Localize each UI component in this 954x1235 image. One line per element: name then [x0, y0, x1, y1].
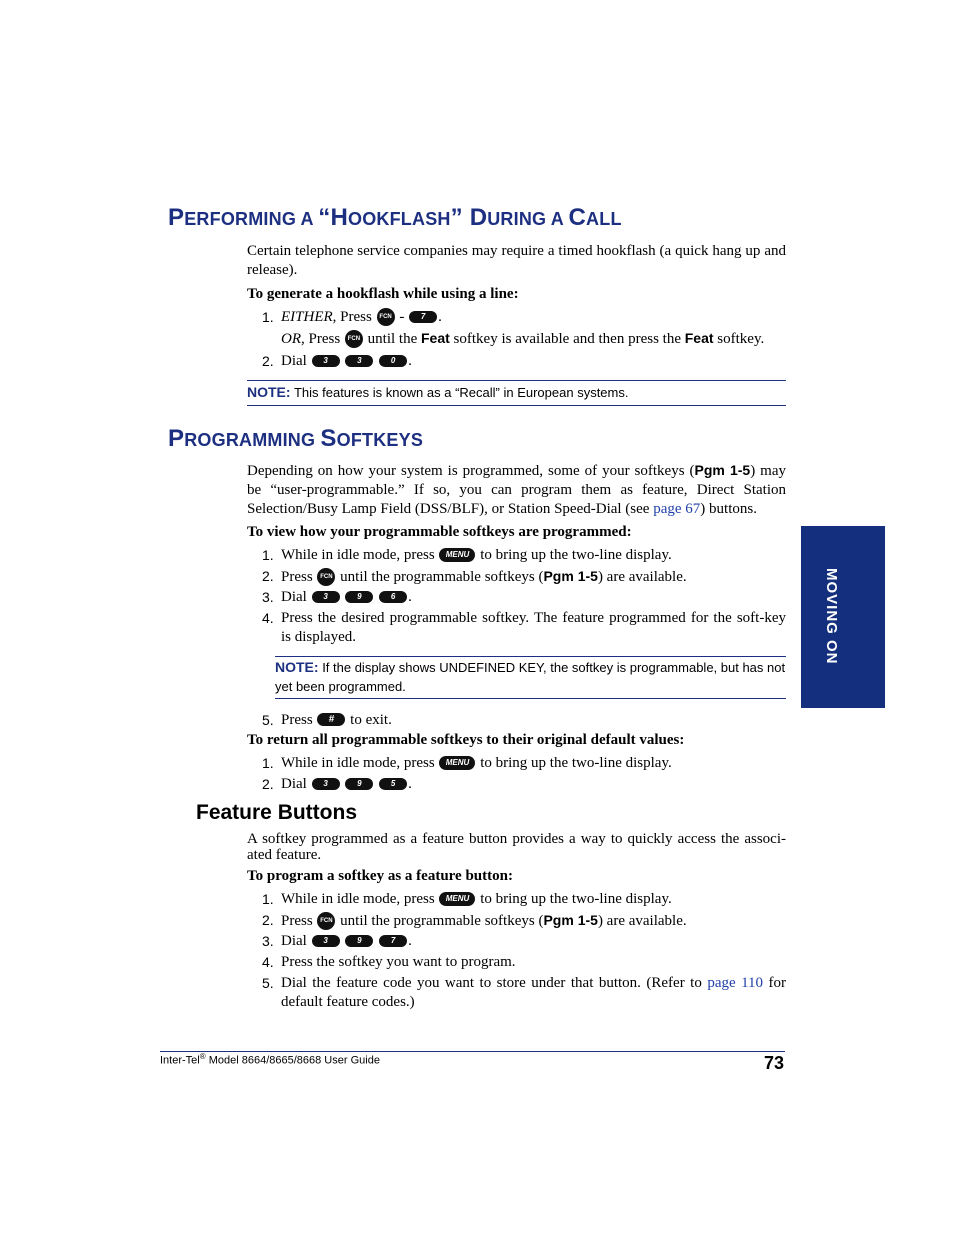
key-6-icon: 6: [379, 591, 407, 603]
return-step-2: 2. Dial 3 9 5 .: [262, 776, 412, 792]
hookflash-step-1-alt: OR, Press FCN until the Feat softkey is available and then press the Feat softkey.: [281, 330, 765, 347]
key-7-icon: 7: [379, 935, 407, 947]
menu-key-icon: MENU: [439, 756, 475, 770]
key-3-icon: 3: [312, 355, 340, 367]
undefined-key-note: NOTE: If the display shows UNDEFINED KEY, the softkey is programmable, but has not yet been programmed.: [275, 656, 786, 699]
page-67-link[interactable]: page 67: [653, 501, 701, 517]
key-5-icon: 5: [379, 778, 407, 790]
page-110-link[interactable]: page 110: [707, 975, 764, 991]
hookflash-step-1: 1. EITHER, Press FCN - 7 .: [262, 309, 442, 325]
page-number: 73: [763, 1053, 784, 1073]
menu-key-icon: MENU: [439, 892, 475, 906]
key-9-icon: 9: [345, 591, 373, 603]
feature-step-4: 4. Press the softkey you want to program.: [262, 954, 516, 970]
section-title-programming-softkeys: PROGRAMMING SOFTKEYS: [168, 425, 424, 452]
fcn-key-icon: FCN: [317, 568, 335, 586]
fcn-key-icon: FCN: [345, 330, 363, 348]
key-3-icon: 3: [312, 935, 340, 947]
hookflash-note: NOTE: This features is known as a “Recall” in European systems.: [247, 380, 786, 406]
chapter-side-tab: [801, 526, 885, 708]
menu-key-icon: MENU: [439, 548, 475, 562]
key-7-icon: 7: [409, 311, 437, 323]
softkeys-intro: Depending on how your system is programmed, some of your softkeys (Pgm 1-5) may be “user-programmable.” If so, you can program them as feature, Direct Station Selection/Busy Lamp Field (DSS/BLF), or Station Speed-Dial (see page 67) buttons.: [247, 462, 786, 517]
view-step-4: 4. Press the desired programmable softkey. The feature programmed for the soft-key is displayed.: [262, 610, 786, 645]
chapter-tab-label: MOVING ON: [823, 568, 840, 665]
key-9-icon: 9: [345, 778, 373, 790]
feature-step-1: 1. While in idle mode, press MENU to bring up the two-line display.: [262, 891, 672, 907]
return-step-1: 1. While in idle mode, press MENU to bring up the two-line display.: [262, 755, 672, 771]
key-3-icon: 3: [312, 591, 340, 603]
fcn-key-icon: FCN: [377, 308, 395, 326]
softkeys-view-lead: To view how your programmable softkeys are programmed:: [247, 524, 632, 540]
footer-guide-title: Inter-Tel® Model 8664/8665/8668 User Guide: [160, 1052, 380, 1067]
hookflash-lead: To generate a hookflash while using a line:: [247, 286, 519, 302]
key-3-icon: 3: [345, 355, 373, 367]
hash-key-icon: #: [317, 713, 345, 726]
hookflash-intro: Certain telephone service companies may require a timed hookflash (a quick hang up and release).: [247, 243, 786, 278]
section-title-hookflash: PERFORMING A “HOOKFLASH” DURING A CALL: [168, 204, 622, 231]
subsection-title-feature-buttons: Feature Buttons: [196, 801, 358, 824]
view-step-3: 3. Dial 3 9 6 .: [262, 589, 412, 605]
key-0-icon: 0: [379, 355, 407, 367]
hookflash-step-2: 2. Dial 3 3 0 .: [262, 353, 412, 369]
view-step-5: 5. Press # to exit.: [262, 712, 392, 728]
view-step-1: 1. While in idle mode, press MENU to bring up the two-line display.: [262, 547, 672, 563]
fcn-key-icon: FCN: [317, 912, 335, 930]
feature-buttons-lead: To program a softkey as a feature button:: [247, 868, 513, 884]
feature-step-5: 5. Dial the feature code you want to store under that button. (Refer to page 110 for default feature codes.): [262, 975, 787, 1010]
key-9-icon: 9: [345, 935, 373, 947]
softkeys-return-lead: To return all programmable softkeys to their original default values:: [247, 732, 685, 748]
feature-buttons-intro: A softkey programmed as a feature button provides a way to quickly access the associ-ated feature.: [247, 831, 786, 863]
feature-step-2: 2. Press FCN until the programmable softkeys (Pgm 1-5) are available.: [262, 912, 687, 929]
view-step-2: 2. Press FCN until the programmable softkeys (Pgm 1-5) are available.: [262, 568, 687, 585]
key-3-icon: 3: [312, 778, 340, 790]
feature-step-3: 3. Dial 3 9 7 .: [262, 933, 412, 949]
